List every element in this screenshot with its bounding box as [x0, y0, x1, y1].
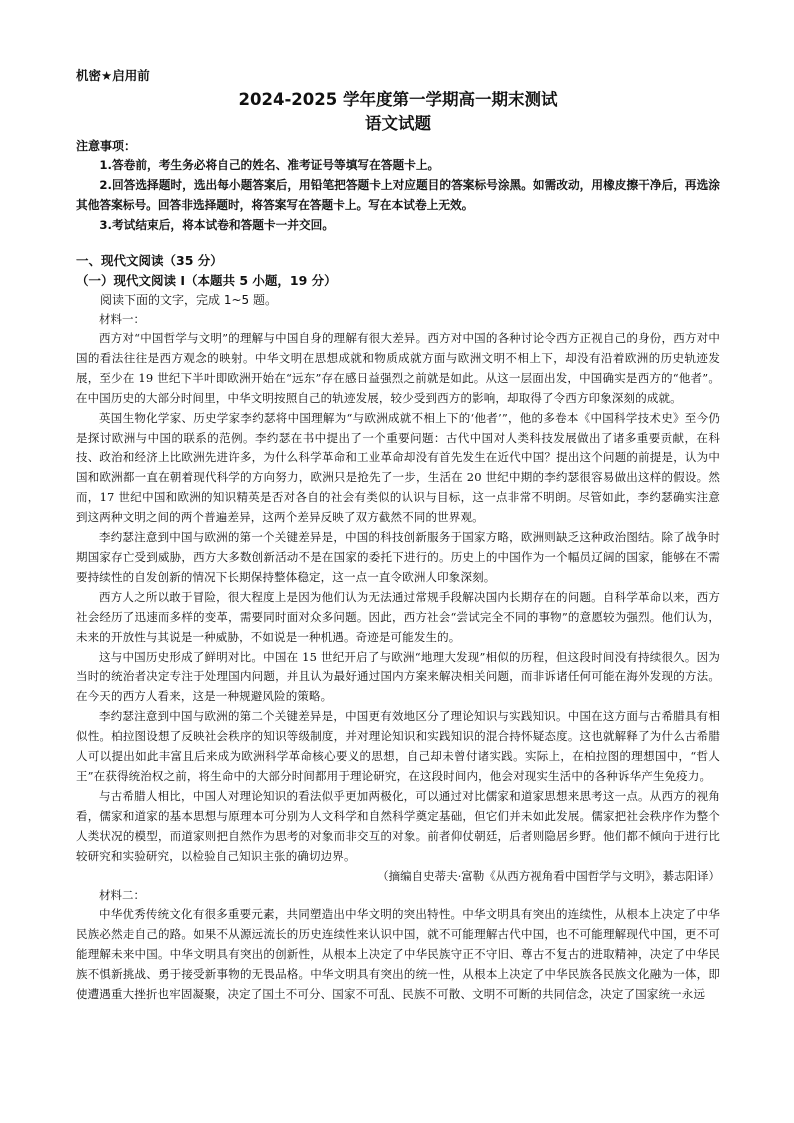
- subsection-heading: （一）现代文阅读 I（本题共 5 小题，19 分）: [76, 273, 337, 288]
- notice-item: 2.回答选择题时，选出每小题答案后，用铅笔把答题卡上对应题目的答案标号涂黑。如需改动，用橡皮擦干净后，再选涂其他答案标号。回答非选择题时，将答案写在答题卡上。写在本试卷上无效。: [76, 178, 720, 212]
- material-paragraph: 英国生物化学家、历史学家李约瑟将中国理解为“与欧洲成就不相上下的‘他者’”，他的多卷本《中国科学技术史》至今仍是探讨欧洲与中国的联系的范例。李约瑟在书中提出了一个重要问题：古代中国对人类科技发展做出了诸多重要贡献，在科技、政治和经济上比欧洲先进许多，为什么科学革命和工业革命却没有首先发生在近代中国？提出这个问题的前提是，认为中国和欧洲都一直在朝着现代科学的方向努力，欧洲只是抢先了一步，生活在 20 世纪中期的李约瑟很容易做出这样的假设。然而，17 世纪中国和欧洲的知识精英是否对各自的社会有类似的认识与目标，这一点非常不明朗。尽管如此，李约瑟确实注意到这两种文明之间的两个普遍差异，这两个差异反映了双方截然不同的世界观。: [76, 410, 720, 525]
- material-paragraph: 西方对“中国哲学与文明”的理解与中国自身的理解有很大差异。西方对中国的各种讨论令西方正视自己的身份，西方对中国的看法往往是西方观念的映射。中华文明在思想成就和物质成就方面与欧洲文明不相上下，却没有沿着欧洲的历史轨迹发展，至少在 19 世纪下半叶即欧洲开始在“远东”存在感日益强烈之前就是如此。从这一层面出发，中国确实是西方的“他者”。在中国历史的大部分时间里，中华文明按照自己的轨迹发展，较少受到西方的影响，却取得了令西方印象深刻的成就。: [76, 331, 720, 405]
- material-paragraph: 李约瑟注意到中国与欧洲的第二个关键差异是，中国更有效地区分了理论知识与实践知识。中国在这方面与古希腊具有相似性。柏拉图设想了反映社会秩序的知识等级制度，并对理论知识和实践知识的混合持怀疑态度。这也就解释了为什么古希腊人可以提出如此丰富且后来成为欧洲科学革命核心要义的思想，自己却未曾付诸实践。实际上，在柏拉图的理想国中，“哲人王”在获得统治权之前，将生命中的大部分时间都用于理论研究，在这段时间内，他会对现实生活中的各种诉华产生免疫力。: [76, 709, 720, 783]
- material-label: 材料一：: [99, 312, 145, 326]
- material-paragraph: 这与中国历史形成了鲜明对比。中国在 15 世纪开启了与欧洲“地理大发现”相似的历程，但这段时间没有持续很久。因为当时的统治者决定专注于处理国内问题，并且认为最好通过国内方案来解决相关问题，而非诉诸任何可能在海外发现的方法。在今天的西方人看来，这是一种规避风险的策略。: [76, 649, 720, 704]
- section-heading: 一、现代文阅读（35 分）: [76, 253, 223, 268]
- exam-subtitle: 语文试题: [365, 114, 431, 133]
- material-paragraph: 李约瑟注意到中国与欧洲的第一个关键差异是，中国的科技创新服务于国家方略，欧洲则缺乏这种政治图结。除了战争时期国家存亡受到威胁，西方大多数创新活动不是在国家的委托下进行的。历史上的中国作为一个幅员辽阔的国家，能够在不需要持续性的自发创新的情况下长期保持整体稳定，这一点一直令欧洲人印象深刻。: [76, 530, 720, 584]
- material-paragraph: 西方人之所以敢于冒险，很大程度上是因为他们认为无法通过常规手段解决国内长期存在的问题。自科学革命以来，西方社会经历了迅速而多样的变革，需要同时面对众多问题。因此，西方社会“尝试完全不同的事物”的意愿较为强烈。他们认为，未来的开放性与其说是一种威胁，不如说是一种机遇。奇迹是可能发生的。: [76, 589, 720, 644]
- material-paragraph: 与古希腊人相比，中国人对理论知识的看法似乎更加两极化，可以通过对比儒家和道家思想来思考这一点。从西方的视角看，儒家和道家的基本思想与原理本可分别为人文科学和自然科学奠定基础，但它们并未如此发展。儒家把社会秩序作为整个人类状况的模型，而道家则把自然作为思考的对象而非交互的对象。前者仰仗朝廷，后者则隐居乡野。他们都不倾向于进行比较研究和实验研究，以检验自己知识主张的确切边界。: [76, 788, 720, 863]
- notice-item: 1.答卷前，考生务必将自己的姓名、准考证号等填写在答题卡上。: [99, 158, 440, 172]
- reading-instruction: 阅读下面的文字，完成 1~5 题。: [100, 293, 277, 307]
- material-label: 材料二：: [99, 888, 145, 903]
- material-paragraph: 中华优秀传统文化有很多重要元素，共同塑造出中华文明的突出特性。中华文明具有突出的连续性，从根本上决定了中华民族必然走自己的路。如果不从源远流长的历史连续性来认识中国，就不可能理解古代中国，也不可能理解现代中国，更不可能理解未来中国。中华文明具有突出的创新性，从根本上决定了中华民族守正不守旧、尊古不复古的进取精神，决定了中华民族不惧新挑战、勇于接受新事物的无畏品格。中华文明具有突出的统一性，从根本上决定了中华民族各民族文化融为一体，即使遭遇重大挫折也牢固凝聚，决定了国土不可分、国家不可乱、民族不可散、文明不可断的共同信念，决定了国家统一永远: [76, 907, 720, 1002]
- material-source: （摘编自史蒂夫·富勒《从西方视角看中国哲学与文明》，綦志阳译）: [377, 869, 720, 884]
- confidential-label: 机密★启用前: [76, 68, 150, 83]
- notice-heading: 注意事项：: [76, 139, 137, 153]
- exam-title: 2024-2025 学年度第一学期高一期末测试: [238, 90, 558, 109]
- notice-item: 3.考试结束后，将本试卷和答题卡一并交回。: [99, 218, 335, 232]
